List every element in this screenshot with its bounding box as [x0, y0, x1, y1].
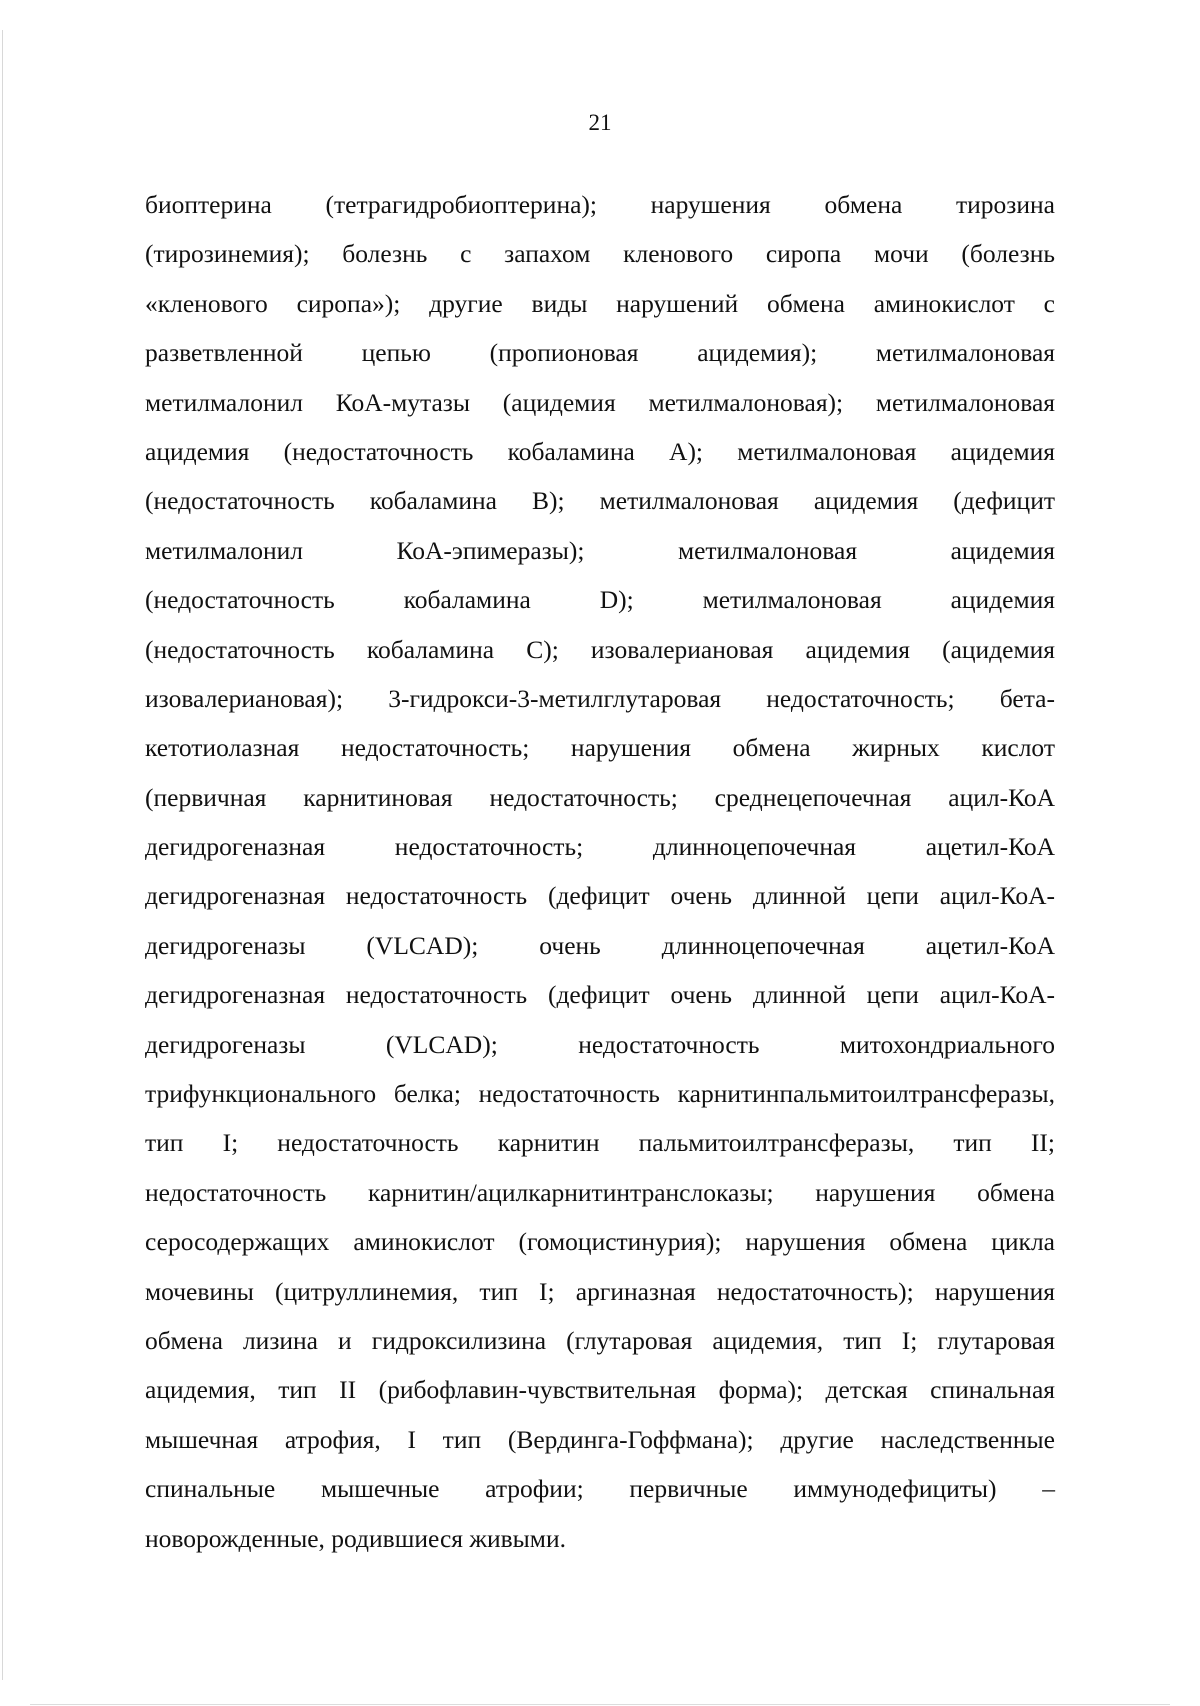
text-line: (недостаточность кобаламина С); изовалериановая ацидемия (ацидемия [145, 634, 1055, 664]
text-line: метилмалонил КоА-эпимеразы); метилмалоновая ацидемия [145, 535, 1055, 565]
text-line: «кленового сиропа»); другие виды нарушений обмена аминокислот с [145, 288, 1055, 318]
text-line: мочевины (цитруллинемия, тип I; аргиназная недостаточность); нарушения [145, 1276, 1055, 1306]
text-line: (первичная карнитиновая недостаточность; среднецепочечная ацил-КоА [145, 782, 1055, 812]
text-line: обмена лизина и гидроксилизина (глутаровая ацидемия, тип I; глутаровая [145, 1325, 1055, 1355]
text-line: дегидрогеназы (VLCAD); недостаточность митохондриального [145, 1029, 1055, 1059]
body-paragraph [145, 180, 1055, 1563]
text-line: дегидрогеназы (VLCAD); очень длинноцепочечная ацетил-КоА [145, 930, 1055, 960]
text-line: спинальные мышечные атрофии; первичные иммунодефициты) – [145, 1474, 1055, 1504]
text-line: изовалериановая); 3-гидрокси-3-метилглутаровая недостаточность; бета- [145, 683, 1055, 713]
text-line: новорожденные, родившиеся живыми. [145, 1523, 566, 1553]
text-line: мышечная атрофия, I тип (Вердинга-Гоффмана); другие наследственные [145, 1424, 1055, 1454]
text-line: разветвленной цепью (пропионовая ацидемия); метилмалоновая [145, 338, 1055, 368]
text-line: трифункционального белка; недостаточность карнитинпальмитоилтрансферазы, [145, 1079, 1055, 1109]
text-line: ацидемия, тип II (рибофлавин-чувствительная форма); детская спинальная [145, 1375, 1055, 1405]
text-line: дегидрогеназная недостаточность (дефицит очень длинной цепи ацил-КоА- [145, 980, 1055, 1010]
text-line: (недостаточность кобаламина В); метилмалоновая ацидемия (дефицит [145, 486, 1055, 516]
text-line: (тирозинемия); болезнь с запахом кленового сиропа мочи (болезнь [145, 239, 1055, 269]
text-line: биоптерина (тетрагидробиоптерина); нарушения обмена тирозина [145, 190, 1055, 219]
scan-edge-bottom [30, 1704, 1170, 1705]
text-line: тип I; недостаточность карнитин пальмитоилтрансферазы, тип II; [145, 1128, 1055, 1158]
text-line: дегидрогеназная недостаточность (дефицит очень длинной цепи ацил-КоА- [145, 881, 1055, 911]
text-line: кетотиолазная недостаточность; нарушения обмена жирных кислот [145, 733, 1055, 763]
page-number: 21 [588, 110, 612, 135]
text-line: метилмалонил КоА-мутазы (ацидемия метилмалоновая); метилмалоновая [145, 387, 1055, 417]
text-line: серосодержащих аминокислот (гомоцистинурия); нарушения обмена цикла [145, 1227, 1055, 1257]
text-line: дегидрогеназная недостаточность; длинноцепочечная ацетил-КоА [145, 832, 1055, 862]
text-line: недостаточность карнитин/ацилкарнитинтранслоказы; нарушения обмена [145, 1177, 1055, 1207]
text-line: ацидемия (недостаточность кобаламина А); метилмалоновая ацидемия [145, 436, 1055, 466]
scan-edge-left [2, 30, 3, 1680]
text-line: (недостаточность кобаламина D); метилмалоновая ацидемия [145, 585, 1055, 615]
